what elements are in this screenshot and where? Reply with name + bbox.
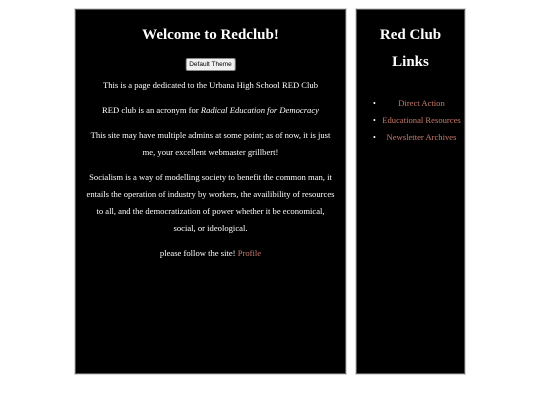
admin-paragraph: This site may have multiple admins at some point; as of now, it is just me, your excellent webmaster grillbert! — [90, 130, 331, 157]
bullet-icon: • — [373, 116, 376, 125]
profile-link[interactable]: Profile — [237, 248, 262, 258]
main-content — [85, 77, 336, 270]
follow-prefix: please follow the site! — [159, 248, 238, 258]
sidebar-panel — [355, 8, 466, 375]
acronym-prefix: RED club is an acronym for — [102, 105, 201, 115]
bullet-icon: • — [373, 133, 376, 142]
intro-paragraph: This is a page dedicated to the Urbana High School RED Club — [102, 80, 319, 90]
bullet-icon: • — [373, 99, 376, 108]
follow-paragraph — [85, 245, 336, 262]
newsletter-archives-link[interactable]: Newsletter Archives — [386, 132, 457, 142]
educational-resources-link[interactable]: Educational Resources — [382, 115, 461, 125]
main-panel — [74, 8, 347, 375]
acronym-emphasis: Radical Education for Democracy — [200, 105, 319, 115]
sidebar-item-educational-resources — [373, 112, 461, 129]
sidebar-item-direct-action — [373, 95, 461, 112]
sidebar-subtitle: Links — [392, 54, 429, 70]
socialism-paragraph: Socialism is a way of modelling society to benefit the common man, it entails the operation of industry by workers, the availibility of resources to all, and the democratization of power whether it be economical, social, or ideological. — [86, 172, 335, 233]
sidebar-links — [356, 95, 465, 146]
default-theme-button[interactable]: Default Theme — [185, 58, 236, 71]
sidebar-title: Red Club — [379, 27, 442, 43]
direct-action-link[interactable]: Direct Action — [398, 98, 445, 108]
page-title: Welcome to Redclub! — [142, 27, 279, 43]
acronym-paragraph — [85, 102, 336, 119]
sidebar-item-newsletter-archives — [373, 129, 461, 146]
